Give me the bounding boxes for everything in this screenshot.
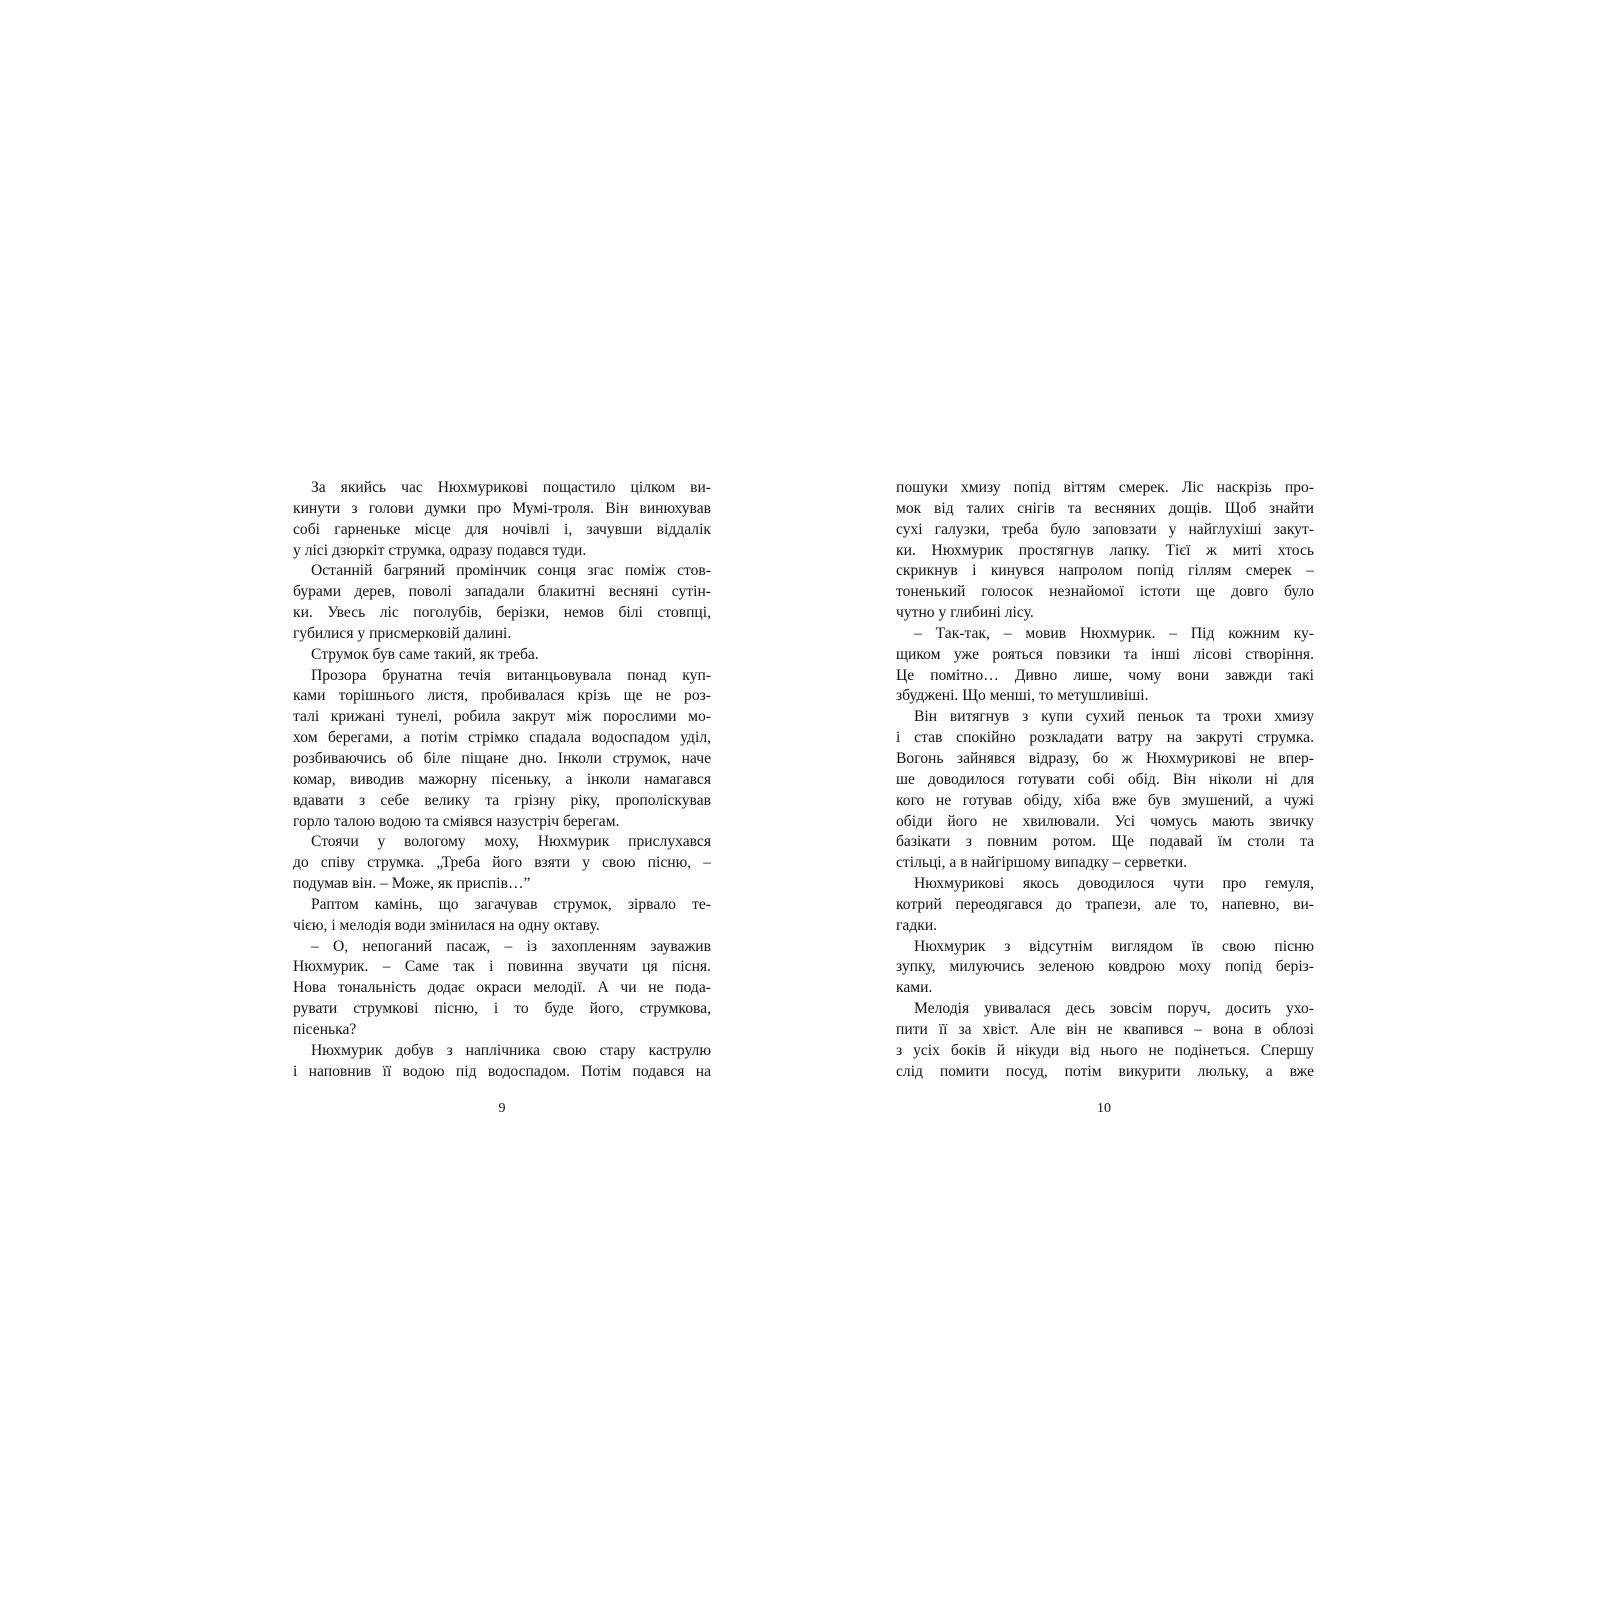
text-line: ками торішнього листя, пробивалася крізь ще не роз- bbox=[293, 687, 711, 705]
text-line: – Так-так, – мовив Нюхмурик. – Під кожним ку- bbox=[914, 624, 1314, 642]
text-line: пісенька? bbox=[293, 1020, 357, 1038]
text-line: щиком уже рояться повзики та інші лісові створіння. bbox=[896, 645, 1314, 663]
text-line: Останній багряний промінчик сонця згас поміж стов- bbox=[311, 562, 711, 580]
text-line: сухі галузки, треба було заповзати у найглухіші закут- bbox=[896, 520, 1314, 538]
text-line: Він витягнув з купи сухий пеньок та трохи хмизу bbox=[914, 708, 1314, 726]
text-line: скрикнув і кинувся напролом попід гіллям смерек – bbox=[896, 562, 1314, 580]
left-page-number: 9 bbox=[498, 1101, 506, 1116]
text-line: гадки. bbox=[896, 916, 938, 934]
text-line: комар, виводив мажорну пісеньку, а інколи намагався bbox=[293, 770, 711, 788]
text-line: талі крижані тунелі, робила закрут між порослими мо- bbox=[293, 708, 711, 726]
text-line: тоненький голосок незнайомої істоти ще довго було bbox=[896, 583, 1314, 601]
text-line: збуджені. Що менші, то метушливіші. bbox=[896, 687, 1149, 705]
right-page-text bbox=[896, 478, 1314, 1082]
text-line: кого не готував обіду, хіба вже був змушений, а чужі bbox=[896, 791, 1314, 809]
left-page-text bbox=[293, 478, 711, 1082]
text-line: ки. Нюхмурик простягнув лапку. Тієї ж миті хтось bbox=[896, 541, 1314, 559]
text-line: з усіх боків й нікуди від нього не подінеться. Спершу bbox=[896, 1041, 1314, 1059]
text-line: горло талою водою та сміявся назустріч берегам. bbox=[293, 812, 620, 830]
text-line: бурами дерев, поволі западали блакитні весняні сутін- bbox=[293, 583, 711, 601]
text-line: Нюхмурик добув з наплічника свою стару каструлю bbox=[311, 1041, 711, 1059]
text-line: – О, непоганий пасаж, – із захопленням зауважив bbox=[311, 937, 711, 955]
text-line: чією, і мелодія води змінилася на одну октаву. bbox=[293, 916, 600, 934]
text-line: подумав він. – Може, як приспів…” bbox=[293, 875, 531, 893]
text-line: Нюхмурик з відсутнім виглядом їв свою пісню bbox=[914, 937, 1314, 955]
text-line: у лісі дзюркіт струмка, одразу подався туди. bbox=[293, 541, 587, 559]
text-line: базікати з повним ротом. Ще подавай їм столи та bbox=[896, 833, 1314, 851]
text-line: стільці, а в найгіршому випадку – серветки. bbox=[896, 854, 1188, 872]
text-line: пити її за хвіст. Але він не квапився – вона в облозі bbox=[896, 1020, 1314, 1038]
text-line: вдавати з себе велику та грізну ріку, прополіскував bbox=[293, 791, 711, 809]
text-line: розбиваючись об біле піщане дно. Інколи струмок, наче bbox=[293, 749, 711, 767]
text-line: і став спокійно розкладати ватру на закруті струмка. bbox=[896, 729, 1314, 747]
text-line: Вогонь зайнявся відразу, бо ж Нюхмурикові не впер- bbox=[896, 749, 1314, 767]
text-line: пошуки хмизу попід віттям смерек. Ліс наскрізь про- bbox=[896, 479, 1314, 496]
text-line: собі гарненьке місце для ночівлі і, зачувши віддалік bbox=[293, 520, 711, 538]
text-line: Мелодія увивалася десь зовсім поруч, досить ухо- bbox=[914, 1000, 1314, 1018]
text-line: ками. bbox=[896, 979, 933, 997]
text-line: Це помітно… Дивно лише, чому вони завжди такі bbox=[896, 666, 1314, 684]
text-line: рувати струмкові пісню, і то буде його, струмкова, bbox=[293, 1000, 711, 1018]
text-line: Нюхмурикові якось доводилося чути про гемуля, bbox=[914, 875, 1314, 893]
text-line: Нова тональність додає окраси мелодії. А чи не пода- bbox=[293, 979, 711, 997]
text-line: ше доводилося готувати собі обід. Він ніколи ні для bbox=[896, 770, 1314, 788]
text-line: слід помити посуд, потім викурити люльку, а вже bbox=[896, 1062, 1314, 1080]
text-line: мок від талих снігів та весняних дощів. Щоб знайти bbox=[896, 499, 1314, 517]
text-line: кинути з голови думки про Мумі-троля. Він винюхував bbox=[293, 499, 711, 517]
text-line: ки. Увесь ліс поголубів, берізки, немов білі стовпці, bbox=[293, 604, 711, 622]
text-line: Нюхмурик. – Саме так і повинна звучати ця пісня. bbox=[293, 958, 711, 976]
text-line: хом берегами, а потім стрімко спадала водоспадом уділ, bbox=[293, 729, 711, 747]
text-line: Раптом камінь, що загачував струмок, зірвало те- bbox=[311, 895, 711, 913]
text-line: чутно у глибині лісу. bbox=[896, 604, 1034, 622]
text-line: котрий переодягався до трапези, але то, напевно, ви- bbox=[896, 895, 1314, 913]
text-line: Струмок був саме такий, як треба. bbox=[311, 645, 539, 663]
text-line: і наповнив її водою під водоспадом. Потім подався на bbox=[293, 1062, 711, 1080]
text-line: до співу струмка. „Треба його взяти у свою пісню, – bbox=[293, 854, 711, 872]
text-line: Стоячи у вологому моху, Нюхмурик прислухався bbox=[311, 833, 711, 851]
text-line: За якийсь час Нюхмурикові пощастило цілком ви- bbox=[311, 479, 711, 496]
text-line: зупку, милуючись зеленою ковдрою моху попід беріз- bbox=[896, 958, 1314, 976]
right-page-number: 10 bbox=[1097, 1101, 1111, 1116]
text-line: обіди його не хвилювали. Усі чомусь мають звичку bbox=[896, 812, 1314, 830]
text-line: Прозора брунатна течія витанцьовувала понад куп- bbox=[311, 666, 711, 684]
text-line: губилися у присмерковій далині. bbox=[293, 624, 512, 642]
